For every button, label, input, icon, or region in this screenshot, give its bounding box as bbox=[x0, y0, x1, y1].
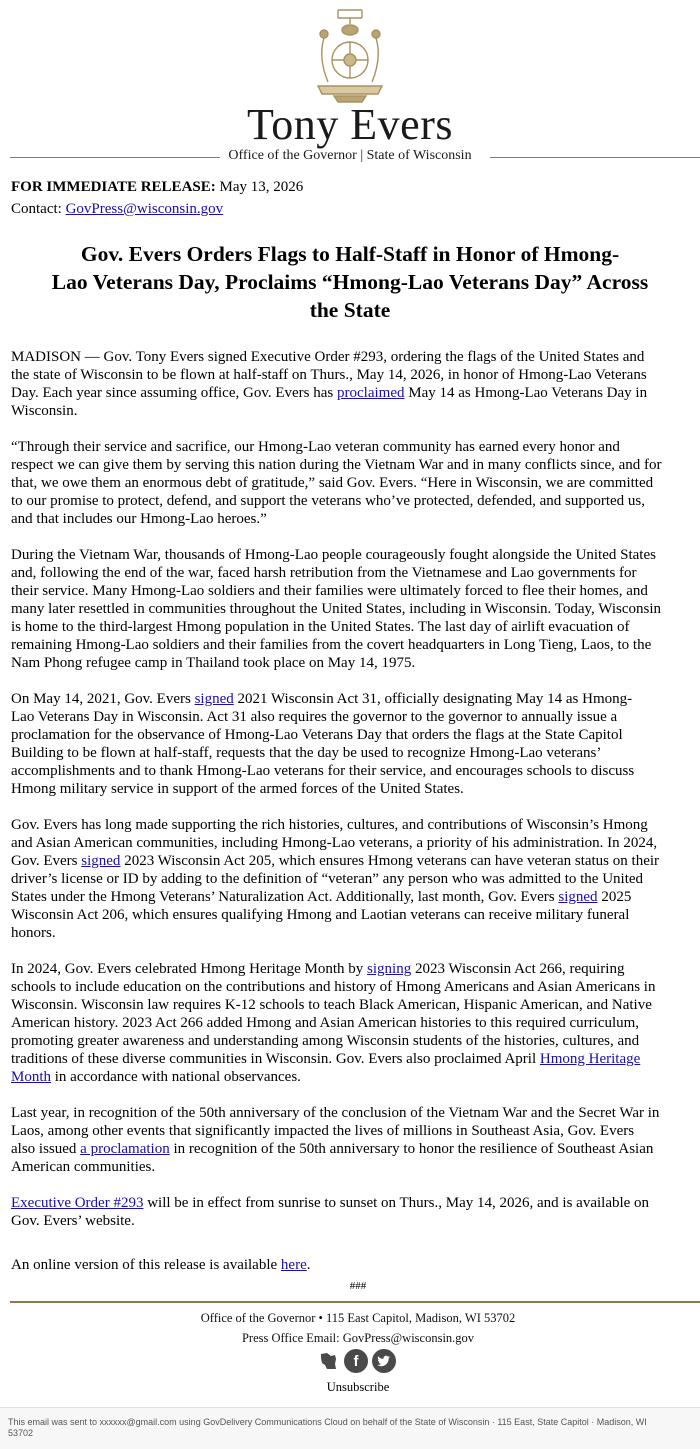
text-line: “Through their service and sacrifice, our Hmong-Lao veteran community has earned every honor and bbox=[11, 439, 620, 455]
paragraph-order bbox=[11, 1194, 700, 1230]
text-line: 2023 Wisconsin Act 266, requiring bbox=[411, 961, 625, 977]
title-line: Lao Veterans Day, Proclaims “Hmong-Lao Veterans Day” Across bbox=[51, 270, 649, 294]
text-line: in accordance with national observances. bbox=[51, 1069, 301, 1085]
footer-address: Office of the Governor • 115 East Capitol, Madison, WI 53702 bbox=[200, 1311, 516, 1325]
office-subtitle: Office of the Governor | State of Wisconsin bbox=[228, 148, 472, 163]
text-line: Day. Each year since assuming office, Gov. Evers has bbox=[11, 385, 338, 401]
release-meta bbox=[11, 176, 303, 220]
text-line: remaining Hmong-Lao soldiers and their families from the covert headquarters in Long Tieng, Laos, to the bbox=[11, 637, 652, 653]
footer-divider bbox=[10, 1301, 700, 1303]
title-line: the State bbox=[309, 298, 391, 322]
signed-act206-link[interactable]: signed bbox=[558, 889, 598, 905]
text-line: the state of Wisconsin to be flown at half-staff on Thurs., May 14, 2026, in honor of Hmong-Lao Veterans bbox=[11, 367, 647, 383]
online-version-line bbox=[11, 1256, 310, 1274]
unsubscribe-line bbox=[0, 1380, 700, 1395]
text-line: Gov. Evers has long made supporting the rich histories, cultures, and contributions of Wisconsin’s Hmong bbox=[11, 817, 648, 833]
paragraph-history bbox=[11, 546, 700, 672]
text-line: During the Vietnam War, thousands of Hmong-Lao people courageously fought alongside the United States bbox=[11, 547, 656, 563]
signing-act266-link[interactable]: signing bbox=[367, 961, 412, 977]
paragraph-support bbox=[11, 816, 700, 942]
contact-label: Contact: bbox=[11, 201, 62, 217]
text-line: 2025 bbox=[597, 889, 632, 905]
text-line: is home to the third-largest Hmong population in the United States. The last day of airlift evacuation of bbox=[11, 619, 630, 635]
text-line: Lao Veterans Day in Wisconsin. Act 31 also requires the governor to the governor to annually issue a bbox=[11, 709, 618, 725]
end-mark: ### bbox=[349, 1280, 367, 1292]
text-line: and Asian American communities, including Hmong-Lao veterans, a priority of his administration. In 2024, bbox=[11, 835, 658, 851]
executive-order-link[interactable]: Executive Order #293 bbox=[11, 1195, 144, 1211]
text-line: and, following the end of the war, faced harsh retribution from the Vietnamese and Lao governments for bbox=[11, 565, 637, 581]
facebook-glyph: f bbox=[353, 1352, 359, 1370]
header bbox=[0, 0, 700, 178]
hmong-heritage-month-link[interactable]: Hmong Heritage bbox=[539, 1051, 641, 1067]
online-version-text: An online version of this release is available bbox=[11, 1257, 281, 1273]
text-line: Last year, in recognition of the 50th anniversary of the conclusion of the Vietnam War and the Secret War in bbox=[11, 1105, 660, 1121]
text-line: also issued bbox=[11, 1141, 81, 1157]
text-line: that, we owe them an enormous debt of gratitude,” said Gov. Evers. “Here in Wisconsin, we are committed bbox=[11, 475, 654, 491]
text-line: respect we can give them by serving this nation during the Vietnam War and in many conflicts since, and for bbox=[11, 457, 662, 473]
text-line: States under the Hmong Veterans’ Naturalization Act. Additionally, last month, Gov. Evers bbox=[11, 889, 559, 905]
release-date: May 13, 2026 bbox=[219, 179, 304, 195]
text-line: traditions of these diverse communities in Wisconsin. Gov. Evers also proclaimed April bbox=[11, 1051, 540, 1067]
paragraph-intro bbox=[11, 348, 700, 420]
online-version-period: . bbox=[306, 1257, 311, 1273]
header-divider-right bbox=[490, 157, 700, 158]
release-date-line bbox=[11, 176, 303, 198]
social-links bbox=[318, 1348, 396, 1374]
text-line: Nam Phong refugee camp in Thailand took place on May 14, 1975. bbox=[11, 655, 416, 671]
text-line: promoting greater awareness and understanding among Wisconsin students of the histories, cultures, and bbox=[11, 1033, 640, 1049]
text-line: May 14 as Hmong-Lao Veterans Day in bbox=[404, 385, 648, 401]
wisconsin-seal-logo bbox=[308, 8, 392, 104]
text-line: Gov. Evers’ website. bbox=[11, 1213, 135, 1229]
text-line: American history. 2023 Act 266 added Hmong and Asian American histories to this required curriculum, bbox=[11, 1015, 640, 1031]
text-line: Building to be flown at half-staff, requests that the day be used to recognize Hmong-Lao veterans’ bbox=[11, 745, 602, 761]
paragraph-heritage bbox=[11, 960, 700, 1086]
text-line: On May 14, 2021, Gov. Evers bbox=[11, 691, 195, 707]
text-line: Laos, among other events that significantly impacted the lives of millions in Southeast Asia, Gov. Evers bbox=[11, 1123, 635, 1139]
proclamation-link[interactable]: a proclamation bbox=[80, 1141, 170, 1157]
text-line: many later resettled in communities throughout the United States, including in Wisconsin. Today, Wisconsin bbox=[11, 601, 662, 617]
release-label: FOR IMMEDIATE RELEASE: bbox=[11, 179, 216, 195]
text-line: Wisconsin. bbox=[11, 403, 78, 419]
unsubscribe-link[interactable]: Unsubscribe bbox=[326, 1380, 390, 1394]
title-line: Gov. Evers Orders Flags to Half-Staff in Honor of Hmong- bbox=[80, 242, 620, 266]
text-line: In 2024, Gov. Evers celebrated Hmong Heritage Month by bbox=[11, 961, 368, 977]
text-line: accomplishments and to thank Hmong-Lao veterans for their service, and encourages schools to discuss bbox=[11, 763, 635, 779]
footer bbox=[0, 1308, 700, 1348]
contact-line bbox=[11, 198, 303, 220]
release-body bbox=[11, 348, 700, 1248]
text-line: Gov. Evers bbox=[11, 853, 82, 869]
wisconsin-state-icon[interactable] bbox=[318, 1350, 340, 1372]
text-line: in recognition of the 50th anniversary to honor the resilience of Southeast Asian bbox=[169, 1141, 654, 1157]
text-line: proclamation for the observance of Hmong-Lao Veterans Day that orders the flags at the State Capitol bbox=[11, 727, 623, 743]
paragraph-act31 bbox=[11, 690, 700, 798]
release-title bbox=[10, 240, 690, 324]
text-line: Hmong military service in support of the armed forces of the United States. bbox=[11, 781, 464, 797]
proclaimed-link[interactable]: proclaimed bbox=[337, 385, 405, 401]
text-line: to our promise to protect, defend, and support the veterans who’ve protected, defended, and supported us, bbox=[11, 493, 645, 509]
text-line: honors. bbox=[11, 925, 56, 941]
text-line: their service. Many Hmong-Lao soldiers and their families were ultimately forced to flee their homes, and bbox=[11, 583, 648, 599]
facebook-icon[interactable] bbox=[344, 1349, 368, 1373]
twitter-bird-icon bbox=[377, 1355, 391, 1367]
paragraph-anniversary bbox=[11, 1104, 700, 1176]
signed-act205-link[interactable]: signed bbox=[81, 853, 121, 869]
text-line: schools to include education on the contributions and history of Hmong Americans and Asian Americans in bbox=[11, 979, 656, 995]
text-line: Wisconsin Act 206, which ensures qualifying Hmong and Laotian veterans can receive military funeral bbox=[11, 907, 630, 923]
text-line: driver’s license or ID by adding to the definition of “veteran” any person who was admitted to the United bbox=[11, 871, 644, 887]
text-line: Wisconsin. Wisconsin law requires K-12 schools to teach Black American, Hispanic American, and Native bbox=[11, 997, 652, 1013]
contact-email-link[interactable]: GovPress@wisconsin.gov bbox=[65, 201, 224, 217]
signed-act31-link[interactable]: signed bbox=[194, 691, 234, 707]
online-version-link[interactable]: here bbox=[280, 1257, 307, 1273]
twitter-icon[interactable] bbox=[372, 1349, 396, 1373]
governor-name: Tony Evers bbox=[247, 100, 453, 149]
text-line: will be in effect from sunrise to sunset on Thurs., May 14, 2026, and is available on bbox=[143, 1195, 650, 1211]
hmong-heritage-month-link[interactable]: Month bbox=[11, 1069, 52, 1085]
text-line: 2021 Wisconsin Act 31, officially designating May 14 as Hmong- bbox=[233, 691, 633, 707]
paragraph-quote bbox=[11, 438, 700, 528]
text-line: American communities. bbox=[11, 1159, 156, 1175]
text-line: and that includes our Hmong-Lao heroes.” bbox=[11, 511, 267, 527]
delivery-notice: This email was sent to xxxxxx@gmail.com using GovDelivery Communications Cloud on behalf of the State of Wisconsin · 115 East, State Capitol · Madison, WI 53702 bbox=[8, 1417, 647, 1438]
text-line: 2023 Wisconsin Act 205, which ensures Hmong veterans can have veteran status on their bbox=[120, 853, 660, 869]
footer-press-email: Press Office Email: GovPress@wisconsin.gov bbox=[241, 1331, 475, 1345]
text-line: MADISON — Gov. Tony Evers signed Executive Order #293, ordering the flags of the United States and bbox=[11, 349, 645, 365]
